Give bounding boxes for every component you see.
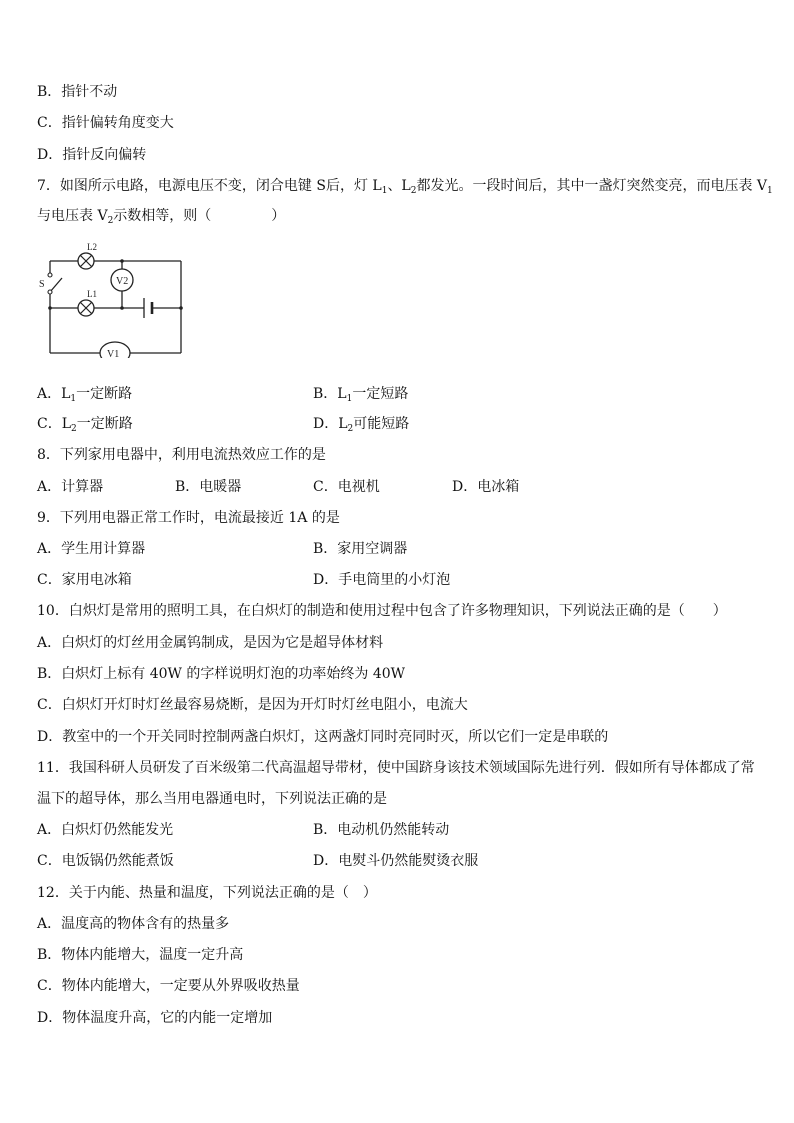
- q7-stem-line1: 7．如图所示电路，电源电压不变，闭合电键 S后，灯 $L_1$、$L_2$都发光。一段时间后，其中一盏灯突然变亮，而电压表 $V_1$: [37, 178, 773, 196]
- q8-stem: 8．下列家用电器中，利用电流热效应工作的是: [37, 447, 326, 463]
- q9-stem: 9．下列用电器正常工作时，电流最接近 1A 的是: [37, 510, 340, 526]
- q11-option-a: A．白炽灯仍然能发光: [37, 822, 174, 838]
- q8-option-b: B．电暖器: [175, 479, 242, 495]
- q10-option-d: D．教室中的一个开关同时控制两盏白炽灯，这两盏灯同时亮同时灭，所以它们一定是串联的: [37, 729, 609, 745]
- q9-option-d: D．手电筒里的小灯泡: [313, 572, 451, 588]
- q7-option-d: D．$L_2$可能短路: [313, 416, 410, 434]
- switch-contact-bottom: [48, 290, 52, 294]
- q12-option-b: B．物体内能增大，温度一定升高: [37, 947, 244, 963]
- q11-option-b: B．电动机仍然能转动: [313, 822, 450, 838]
- q7-option-b: B．$L_1$一定短路: [313, 386, 409, 404]
- q8-option-a: A．计算器: [37, 479, 104, 495]
- q12-option-a: A．温度高的物体含有的热量多: [37, 916, 230, 932]
- lamp-l1: [78, 300, 94, 316]
- q6-option-c: C．指针偏转角度变大: [37, 115, 174, 131]
- battery: [144, 298, 152, 318]
- switch-contact-top: [48, 273, 52, 277]
- q10-stem: 10．白炽灯是常用的照明工具，在白炽灯的制造和使用过程中包含了许多物理知识，下列说法正确的是（ ）: [37, 603, 727, 619]
- q11-stem-line2: 温下的超导体，那么当用电器通电时，下列说法正确的是: [37, 791, 387, 807]
- q11-option-d: D．电熨斗仍然能熨烫衣服: [313, 853, 479, 869]
- voltmeter-v1: [100, 342, 130, 358]
- q11-stem-line1: 11．我国科研人员研发了百米级第二代高温超导带材，使中国跻身该技术领域国际先进行列．假如所有导体都成了常: [37, 760, 755, 776]
- q7-option-c: C．$L_2$一定断路: [37, 416, 133, 434]
- q7-option-a: A．$L_1$一定断路: [37, 386, 133, 404]
- q10-option-c: C．白炽灯开灯时灯丝最容易烧断，是因为开灯时灯丝电阻小，电流大: [37, 697, 468, 713]
- q10-option-b: B．白炽灯上标有 40W 的字样说明灯泡的功率始终为 40W: [37, 666, 406, 682]
- label-l1: L1: [87, 289, 97, 299]
- q11-option-c: C．电饭锅仍然能煮饭: [37, 853, 174, 869]
- circuit-diagram: [36, 240, 186, 358]
- q9-option-b: B．家用空调器: [313, 541, 408, 557]
- svg-text:V1: V1: [107, 349, 120, 358]
- label-l2: L2: [87, 242, 97, 252]
- q6-option-d: D．指针反向偏转: [37, 147, 147, 163]
- lamp-l2: [78, 253, 94, 269]
- q9-option-c: C．家用电冰箱: [37, 572, 132, 588]
- q6-option-b: B．指针不动: [37, 84, 118, 100]
- voltmeter-v2: [111, 269, 133, 291]
- q9-option-a: A．学生用计算器: [37, 541, 146, 557]
- label-s: S: [39, 279, 45, 290]
- q7-stem-line2: 与电压表 $V_2$示数相等，则（ ）: [37, 208, 286, 226]
- q12-option-d: D．物体温度升高，它的内能一定增加: [37, 1010, 273, 1026]
- q12-stem: 12．关于内能、热量和温度，下列说法正确的是（ ）: [37, 885, 377, 901]
- q10-option-a: A．白炽灯的灯丝用金属钨制成，是因为它是超导体材料: [37, 635, 384, 651]
- q8-option-c: C．电视机: [313, 479, 380, 495]
- svg-text:V2: V2: [116, 276, 129, 287]
- q12-option-c: C．物体内能增大，一定要从外界吸收热量: [37, 978, 300, 994]
- q8-option-d: D．电冰箱: [452, 479, 520, 495]
